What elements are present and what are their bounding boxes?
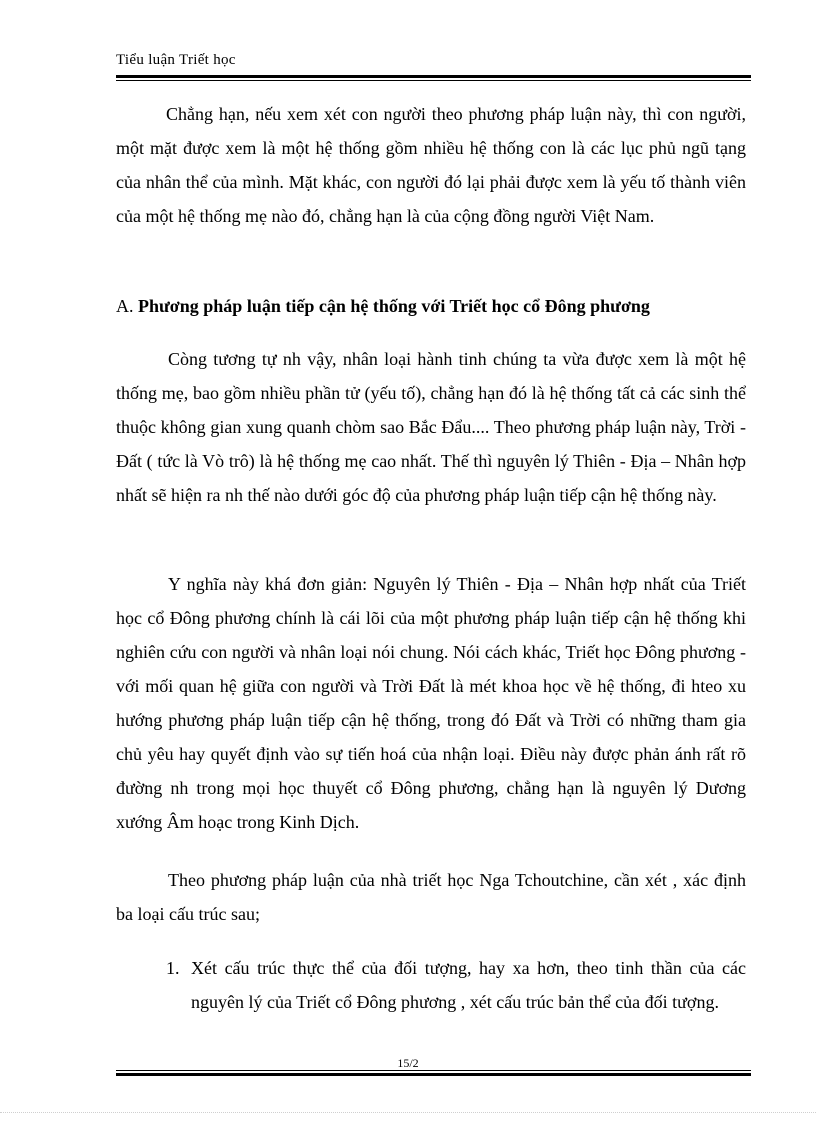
paragraph-4: Theo phương pháp luận của nhà triết học Nga Tchoutchine, cần xét , xác định ba loại cấu trúc sau;: [116, 870, 746, 924]
heading-title: Phương pháp luận tiếp cận hệ thống với Triết học cổ Đông phương: [138, 296, 650, 316]
paragraph-3: Y nghĩa này khá đơn giản: Nguyên lý Thiên - Địa – Nhân hợp nhất của Triết học cổ Đông phương chính là cái lõi của một phương pháp luận tiếp cận hệ thống khi nghiên cứu con người và nhân loại nói chung. Nói cách khác, Triết học Đông phương - với mối quan hệ giữa con người và Trời Đất là mét khoa học về hệ thống, đi hteo xu hướng phương pháp luận tiếp cận hệ thống, trong đó Đất và Trời có những tham gia chủ yêu hay quyết định vào sự tiến hoá của nhận loại. Điều này được phản ánh rất rõ đường nh trong mọi học thuyết cổ Đông phương, chẳng hạn là nguyên lý Dương xướng Âm hoạc trong Kinh Dịch.: [116, 574, 746, 832]
paragraph-1: Chẳng hạn, nếu xem xét con người theo phương pháp luận này, thì con người, một mặt được xem là một hệ thống gồm nhiều hệ thống con là các lục phủ ngũ tạng của nhân thể của mình. Mặt khác, con người đó lại phải được xem là yếu tố thành viên của một hệ thống mẹ nào đó, chẳng hạn là của cộng đồng người Việt Nam.: [116, 104, 746, 226]
header-title: Tiểu luận Triết học: [116, 52, 236, 68]
footer-rule-thin: [116, 1070, 751, 1071]
section-heading: [116, 289, 756, 323]
header-rule-thick: [116, 75, 751, 78]
paragraph-2: Còng tương tự nh vậy, nhân loại hành tinh chúng ta vừa được xem là một hệ thống mẹ, bao gồm nhiều phần tử (yếu tố), chẳng hạn đó là hệ thống tất cả các sinh thể thuộc không gian xung quanh chòm sao Bắc Đẩu.... Theo phương pháp luận này, Trời - Đất ( tức là Vò trô) là hệ thống mẹ cao nhất. Thế thì nguyên lý Thiên - Địa – Nhân hợp nhất sẽ hiện ra nh thế nào dưới góc độ của phương pháp luận tiếp cận hệ thống này.: [116, 349, 746, 505]
list-item-number: 1.: [166, 958, 180, 978]
list-item: [166, 951, 746, 1019]
header-rule-thin: [116, 80, 751, 81]
page-number: 15/2: [397, 1056, 419, 1070]
page-edge-divider: [0, 1112, 816, 1114]
numbered-list: [166, 951, 746, 1019]
footer-rule-thick: [116, 1073, 751, 1076]
heading-prefix: A.: [116, 296, 138, 316]
list-item-text: Xét cấu trúc thực thể của đối tượng, hay xa hơn, theo tinh thần của các nguyên lý của Triết cổ Đông phương , xét cấu trúc bản thể của đối tượng.: [191, 958, 746, 1012]
